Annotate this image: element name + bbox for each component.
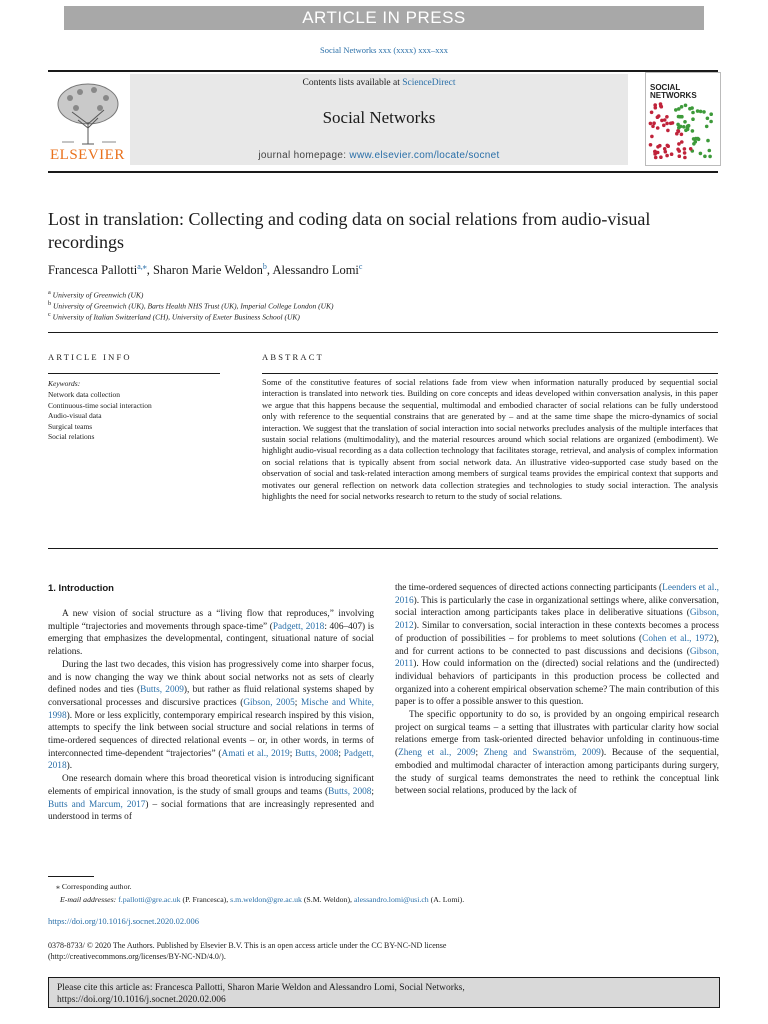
paragraph-text: ), and for current actions to be connected to past discussions and decisions ( [395,633,719,657]
homepage-prefix: journal homepage: [258,150,350,161]
cover-node [709,112,713,116]
paragraph-text: ; [294,697,302,708]
paragraph [395,709,719,798]
article-info-rule [48,373,220,374]
citation-link[interactable]: Zheng and Swanström, 2009 [483,748,601,759]
author-affiliation-mark[interactable]: b [262,262,267,271]
paragraph-text: ). How could information on the (directed) social relations and the (undirected) individual behaviors of participants in this production process be collected and organized into a coherent empirical observation scheme? The main contribution of this paper is to offer a possible answer to this question. [395,659,719,708]
email-link[interactable]: f.pallotti@gre.ac.uk [118,895,181,904]
citation-link[interactable]: Gibson, 2011 [395,646,719,670]
author-name: Francesca Pallotti [48,263,138,278]
email-owner: (P. Francesca), [180,895,231,904]
cover-node [709,120,713,124]
affiliation [48,300,334,311]
affiliation-mark: c [48,311,51,318]
affiliation-text: University of Greenwich (UK) [52,290,144,300]
cover-node [705,125,709,129]
paragraph-text: ). This is particularly the case in organizational settings where, alike conversation, social interaction among participants takes place in deliberative situations ( [395,595,719,619]
paragraph-text: ; [475,748,484,759]
author-list: Francesca Pallotti$^{a,⁎}$, Sharon Marie Weldon$^b$, Alessandro Lomi$^c$ [48,262,363,278]
article-title: Lost in translation: Collecting and coding data on social relations from audio-visual recordings [48,209,651,252]
cover-node [656,126,660,130]
affiliation-mark: a [48,289,51,296]
citation-link[interactable]: Zheng et al., 2009 [398,748,476,759]
author-affiliation-mark[interactable]: a,⁎ [137,262,147,271]
paragraph-text: One research domain where this broad theoretical vision is introducing significant elements of empirical innovation, is the study of small groups and teams ( [48,774,374,797]
corresponding-author-note: ⁎ Corresponding author. [56,882,132,891]
homepage-link[interactable]: www.elsevier.com/locate/socnet [349,150,500,161]
sciencedirect-link[interactable]: ScienceDirect [402,78,456,88]
cover-node [683,120,687,124]
cover-node [656,151,660,155]
affiliation-text: University of Italian Switzerland (CH), University of Exeter Business School (UK) [52,312,300,322]
keyword: Surgical teams [48,421,93,431]
citation-link[interactable]: Cohen et al., 1972 [642,633,714,644]
paragraph-text: ). Similar to conversation, social interaction in these contexts becomes a process of production of possibilities – for problems to meet solutions ( [395,621,719,644]
abstract-rule [262,373,718,374]
keyword: Network data collection [48,390,121,399]
cover-node [674,108,678,112]
cover-node [649,143,653,147]
cover-node [665,154,669,158]
body-column-left [48,608,374,824]
citation-link[interactable]: Padgett, 2018 [272,621,325,632]
keyword: Audio-visual data [48,411,102,421]
citation-link[interactable]: Gibson, 2012 [395,608,719,632]
cover-node [662,124,666,128]
email-link[interactable]: s.m.weldon@gre.ac.uk [230,895,302,904]
cover-node [670,152,674,156]
abstract-text: Some of the constitutive features of social relations fade from view when information naturally produced by sequential social interaction is translated into network ties. Building on core concepts and ideas developed within conversation analysis, in this paper we argue that this happens because the sequential, multimodal and embodied character of social relations can be fully understood only with reference to the sequential constrains that are generated by – and at the same time shape the micro-dynamics of social interaction. We suggest that the translation of social interaction into social networks precludes analysis of the multiple interfaces that sustain social relations (multimodality), and the material resources around which social relations are organized (embodiment). We highlight audio-visual recording as a data collection technology that facilitates storage, retrieval, and analysis of complex information on social relations that is typically absent from social network data. An illustrative video-supported case study based on the observation of social and task-related interaction among members of surgical teams provides the empirical context that supports and motivates our general reflection on network data collection strategies and technologies to study social interaction. The analysis highlights the need for social networks research to return to the study of social relations. [262,377,718,502]
cover-node [691,111,695,115]
cover-node [663,147,667,151]
cover-node [680,133,684,137]
cover-node [654,156,658,160]
abstract-bottom-rule [48,548,718,549]
paragraph [48,773,374,824]
cover-title [650,84,697,100]
keywords-list [48,390,152,443]
journal-name: Social Networks [322,108,436,127]
paragraph-text: The specific opportunity to do so, is provided by an ongoing empirical research project on surgical teams – a setting that illustrates with particular clarity how social relations emerge from task-oriented directed behavior unfolding in continuous-time ( [395,710,719,759]
affiliation [48,311,300,322]
footnote-rule [48,876,94,877]
license-statement [48,940,668,962]
paragraph [395,582,719,709]
cover-node [656,145,660,149]
header-top-rule [48,70,718,72]
paragraph-text: A new vision of social structure as a “living flow that reproduces,” involving multiple “trajectories and movements through space-time” ( [48,609,374,632]
citation-link[interactable]: Leenders et al., 2016 [395,583,719,606]
cover-node [669,122,673,126]
cover-node [699,110,703,114]
elsevier-wordmark: ELSEVIER [50,147,125,163]
cover-node [657,114,661,118]
paragraph-text: ). Because of the sequential, embodied and multimodal character of interaction among participants during surgery, the study of surgical teams demonstrates the need to rethink the conceptual link between social relations, produced by the lack of [395,748,719,797]
cover-node [689,147,693,151]
citation-link[interactable]: Padgett, 2018 [48,748,374,772]
cover-title-line-1: SOCIAL [650,83,681,92]
cover-node [665,122,669,126]
cover-node [683,156,687,160]
citation-link[interactable]: Butts and Marcum, 2017 [48,799,146,810]
cover-node [659,102,663,106]
cover-node [654,106,658,110]
cover-node [688,107,692,111]
paragraph-text: ; [371,786,374,797]
cover-node [683,151,687,155]
author-name: Alessandro Lomi [272,263,359,278]
cover-node [691,117,695,121]
cover-node [650,135,654,139]
paragraph-text: ), but rather as fluid relational systems shaped by conversational processes and discursive practices ( [48,685,374,708]
cover-node [684,104,688,108]
cover-node [665,115,669,119]
paragraph-text: ). [66,761,73,772]
contents-prefix: Contents lists available at [302,78,403,88]
keyword: Social relations [48,432,95,442]
cover-node [652,121,656,125]
cover-node [666,144,670,148]
author-name: Sharon Marie Weldon [153,263,263,278]
cover-node [651,125,655,129]
cover-node [660,119,664,123]
email-addresses [60,895,464,904]
cover-node [686,128,690,132]
journal-homepage [130,150,628,161]
author-affiliation-mark[interactable]: c [358,262,363,271]
cover-node [676,123,680,127]
paragraph-text: : 406–407) is emerging that emphasizes the developmental, contingent, situational nature of social relations. [48,621,374,658]
citation-doi[interactable]: https://doi.org/10.1016/j.socnet.2020.02.006 [57,995,226,1005]
cover-node [676,129,680,133]
elsevier-tree-logo [48,78,128,148]
cover-node [678,115,682,119]
cover-node [703,155,707,159]
paragraph-text: ; [289,748,296,759]
affiliation [48,289,143,300]
cover-node [650,111,654,115]
citation-link[interactable]: Mische and White, 1998 [48,697,374,721]
cover-node [699,152,703,156]
keywords-label: Keywords: [48,379,81,388]
paragraph-text: ) – social formations that are increasingly represented and understood in terms of [48,799,374,823]
cover-node [706,117,710,121]
paragraph [48,608,374,659]
citation-link[interactable]: Gibson, 2005 [243,697,295,708]
cover-title-line-2: NETWORKS [650,91,697,100]
cover-node [659,155,663,159]
citation-link[interactable]: Butts, 2008 [295,748,339,759]
cover-node [680,105,684,109]
journal-reference[interactable]: Social Networks xxx (xxxx) xxx–xxx [320,45,448,55]
license-line: 0378-8733/ © 2020 The Authors. Published by Elsevier B.V. This is an open access article under the CC BY-NC-ND license [48,941,447,950]
article-info-heading: ARTICLE INFO [48,352,132,362]
doi-link[interactable]: https://doi.org/10.1016/j.socnet.2020.02.006 [48,916,199,926]
cover-node [708,155,712,159]
cover-node [691,129,695,133]
citation-text [57,982,707,1006]
paragraph-text: the time-ordered sequences of directed actions connecting participants ( [395,583,663,593]
cover-node [694,137,698,141]
cover-node [678,154,682,158]
section-heading-introduction: 1. Introduction [48,583,114,594]
cover-node [677,149,681,153]
cover-node [702,110,706,114]
paragraph-text: ). More or less explicitly, contemporary empirical research inspired by this vision, attempts to specify the link between social structure and social relations in terms of time-ordered sequences of directed relational events – or, in other words, in terms of interconnected time-dependent “trajectories” ( [48,710,374,759]
email-owner: (A. Lomi). [428,895,465,904]
cover-node [680,140,684,144]
cover-node [682,125,686,129]
abstract-heading: ABSTRACT [262,352,324,362]
email-link[interactable]: alessandro.lomi@usi.ch [353,895,429,904]
cover-node [666,129,670,133]
contents-available [130,78,628,88]
keyword: Continuous-time social interaction [48,400,152,410]
cover-node [694,140,698,144]
email-label: E-mail addresses: [60,895,119,904]
cover-node [683,147,687,151]
info-top-rule [48,332,718,333]
citation-line: Please cite this article as: Francesca Pallotti, Sharon Marie Weldon and Alessandro Lomi, Social Networks, [57,983,465,993]
article-in-press-banner: ARTICLE IN PRESS [64,6,704,30]
paragraph [48,659,374,773]
citation-link[interactable]: Butts, 2008 [328,786,372,797]
paragraph-text: During the last two decades, this vision has progressively come into sharper focus, and is now changing the way we think about social networks not as sets of clearly defined nodes and ties ( [48,659,374,696]
cover-node [708,149,712,153]
license-url[interactable]: (http://creativecommons.org/licenses/BY-NC-ND/4.0/). [48,952,226,961]
affiliation-text: University of Greenwich (UK), Barts Health NHS Trust (UK), Imperial College London (UK) [53,301,334,311]
cover-node [649,122,653,126]
body-column-right [395,582,719,798]
email-owner: (S.M. Weldon), [301,895,354,904]
citation-link[interactable]: Amati et al., 2019 [221,748,290,759]
cover-node [706,139,710,143]
header-bottom-rule [48,171,718,173]
citation-link[interactable]: Butts, 2009 [140,685,184,696]
affiliation-mark: b [48,300,52,307]
cover-network-graphic [646,100,718,162]
paragraph-text: ; [338,748,344,759]
